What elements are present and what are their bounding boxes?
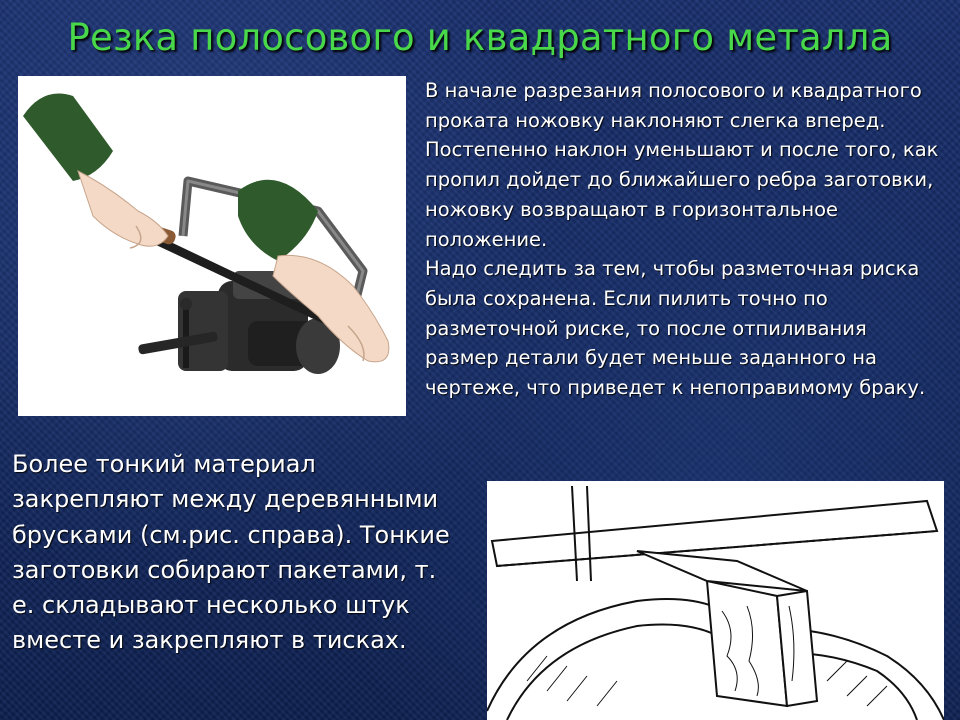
paragraph-saw-angle: В начале разрезания полосового и квадратного проката ножовку наклоняют слегка вперед. Постепенно наклон уменьшают и после того, как пропил дойдет до ближайшего ребра заготовки, ножовку возвращают в горизонтальное положение. <box>425 79 939 251</box>
saw-blade-outline <box>492 501 937 566</box>
instruction-text-right <box>425 76 945 403</box>
left-hand <box>23 94 168 249</box>
wood-block-left-outline <box>707 581 787 706</box>
wood-blocks-drawing <box>487 481 944 720</box>
instruction-text-left <box>12 447 457 659</box>
wood-blocks-illustration <box>487 481 944 720</box>
hacksaw-vise-illustration <box>18 76 406 416</box>
paragraph-thin-material: Более тонкий материал закрепляют между деревянными брусками (см.рис. справа). Тонкие заготовки собирают пакетами, т. е. складывают несколько штук вместе и закрепляют в тисках. <box>12 450 450 655</box>
paragraph-marking-line: Надо следить за тем, чтобы разметочная риска была сохранена. Если пилить точно по разметочной риске, то после отпиливания размер детали будет меньше заданного на чертеже, что приведет к непоправимому браку. <box>425 257 926 400</box>
vise-jaw-left-outline <box>487 599 747 711</box>
slide-title: Резка полосового и квадратного металла <box>67 16 893 59</box>
hacksaw-vise-drawing <box>18 76 406 416</box>
